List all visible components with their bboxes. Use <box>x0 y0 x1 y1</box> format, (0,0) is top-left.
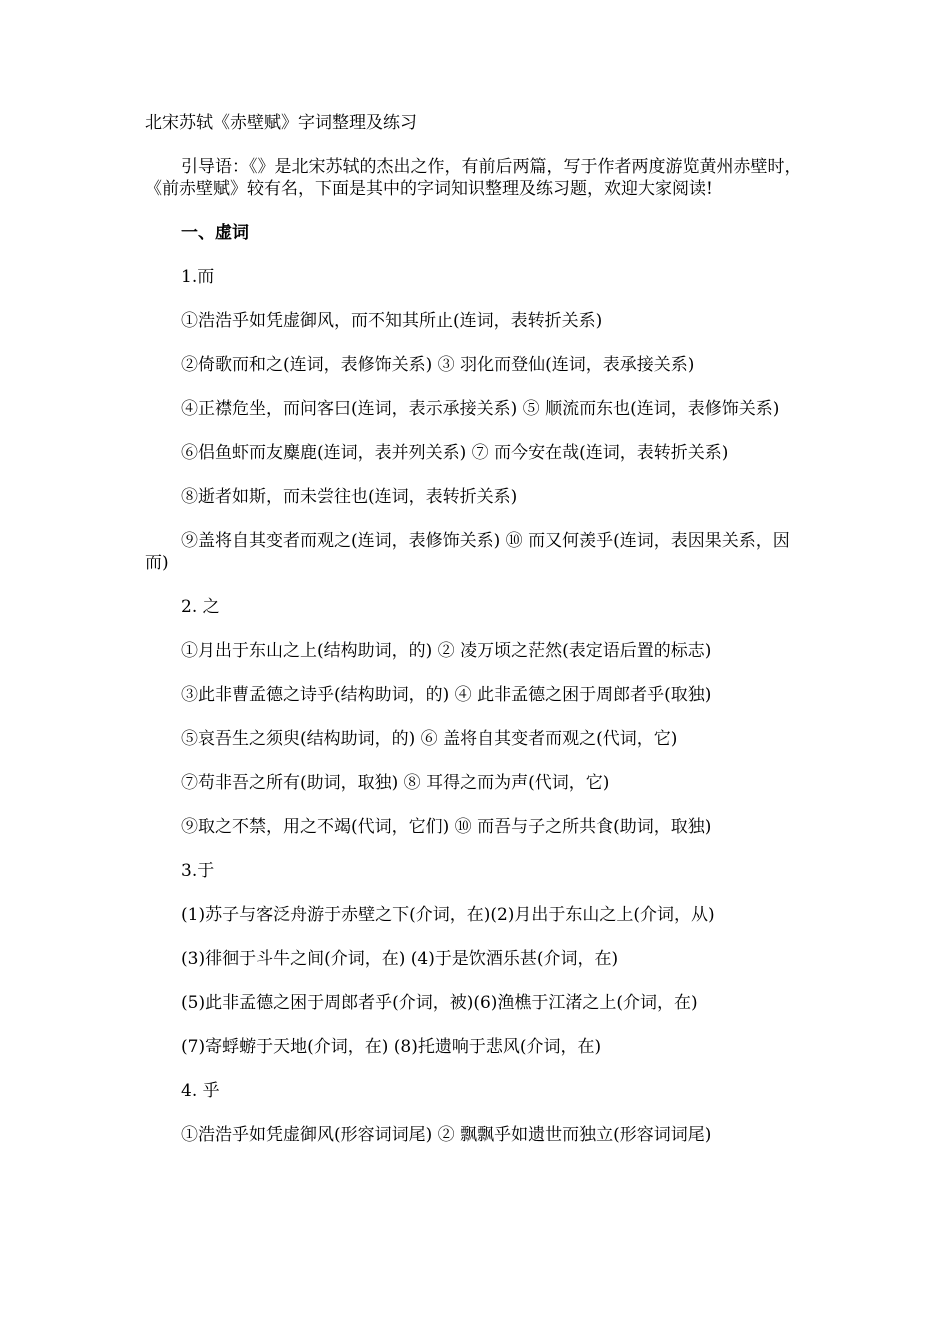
paragraph-hu-heading: 4. 乎 <box>181 1081 220 1101</box>
paragraph-zhi-5-6: ⑤哀吾生之须臾(结构助词，的) ⑥ 盖将自其变者而观之(代词，它) <box>181 729 678 749</box>
paragraph-zhi-heading: 2. 之 <box>181 597 220 617</box>
intro-paragraph: 引导语：《》是北宋苏轼的杰出之作，有前后两篇，写于作者两度游览黄州赤壁时，《前赤壁赋》较有名，下面是其中的字词知识整理及练习题，欢迎大家阅读! <box>145 157 802 199</box>
paragraph-er-8: ⑧逝者如斯，而未尝往也(连词，表转折关系) <box>181 487 518 507</box>
paragraph-er-4-5: ④正襟危坐，而问客曰(连词，表示承接关系) ⑤ 顺流而东也(连词，表修饰关系) <box>181 399 780 419</box>
paragraph-yu-5-6: (5)此非孟德之困于周郎者乎(介词，被)(6)渔樵于江渚之上(介词，在) <box>181 993 698 1013</box>
paragraph-hu-1-2: ①浩浩乎如凭虚御风(形容词词尾) ② 飘飘乎如遗世而独立(形容词词尾) <box>181 1125 712 1145</box>
paragraph-er-9-10: ⑨盖将自其变者而观之(连词，表修饰关系) ⑩ 而又何羡乎(连词，表因果关系，因而) <box>145 531 790 573</box>
paragraph-er-1: ①浩浩乎如凭虚御风，而不知其所止(连词，表转折关系) <box>181 311 603 331</box>
paragraph-yu-7-8: (7)寄蜉蝣于天地(介词，在) (8)托遗响于悲风(介词，在) <box>181 1037 602 1057</box>
paragraph-zhi-3-4: ③此非曹孟德之诗乎(结构助词，的) ④ 此非孟德之困于周郎者乎(取独) <box>181 685 712 705</box>
section-heading: 一、虚词 <box>181 223 249 243</box>
paragraph-er-6-7: ⑥侣鱼虾而友麋鹿(连词，表并列关系) ⑦ 而今安在哉(连词，表转折关系) <box>181 443 729 463</box>
paragraph-yu-heading: 3.于 <box>181 861 215 881</box>
paragraph-er-2-3: ②倚歌而和之(连词，表修饰关系) ③ 羽化而登仙(连词，表承接关系) <box>181 355 695 375</box>
paragraph-zhi-1-2: ①月出于东山之上(结构助词，的) ② 凌万顷之茫然(表定语后置的标志) <box>181 641 712 661</box>
paragraph-zhi-7-8: ⑦苟非吾之所有(助词，取独) ⑧ 耳得之而为声(代词，它) <box>181 773 610 793</box>
paragraph-er-heading: 1.而 <box>181 267 215 287</box>
document-title: 北宋苏轼《赤壁赋》字词整理及练习 <box>145 113 417 133</box>
paragraph-yu-1-2: (1)苏子与客泛舟游于赤壁之下(介词，在)(2)月出于东山之上(介词，从) <box>181 905 715 925</box>
document-page <box>145 112 805 1168</box>
paragraph-yu-3-4: (3)徘徊于斗牛之间(介词，在) (4)于是饮酒乐甚(介词，在) <box>181 949 619 969</box>
paragraph-zhi-9-10: ⑨取之不禁，用之不竭(代词，它们) ⑩ 而吾与子之所共食(助词，取独) <box>181 817 712 837</box>
